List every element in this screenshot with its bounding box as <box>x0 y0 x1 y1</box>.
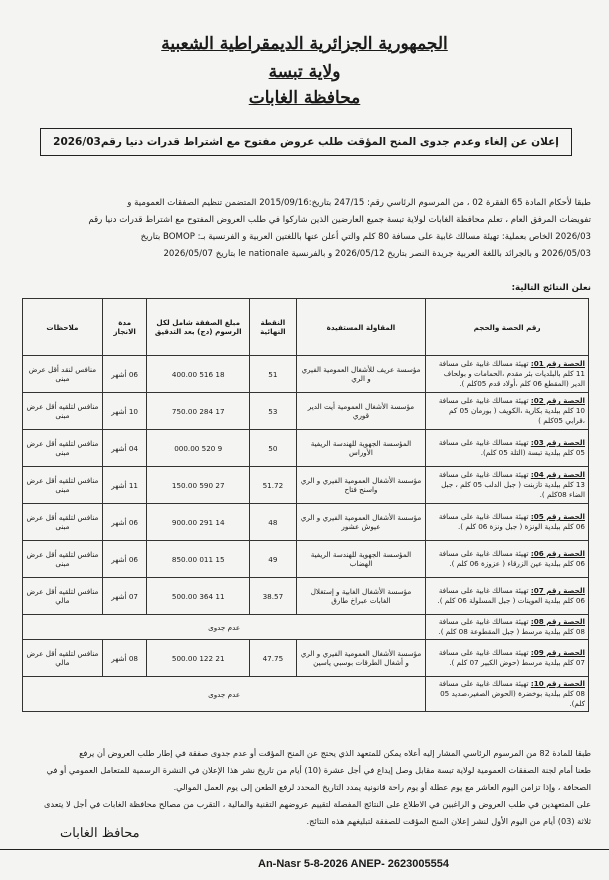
lot-cell <box>426 356 589 393</box>
note-cell: منافس لتلقيه أقل عرض مالي <box>23 578 103 615</box>
company-cell: مؤسسة الأشغال العمومية الفيري و الري واسنح فتاح <box>296 467 426 504</box>
lot-number: الحصة رقم 08: <box>530 617 585 626</box>
duration-cell: 06 أشهر <box>102 541 147 578</box>
lot-description: تهيئة مسالك غابية على مسافة 11 كلم بالبلديات بئر مقدم ،الحمامات و بولحاف الدير (المقطع 06 كلم ،أولاد قدم 05كلم ). <box>438 359 585 388</box>
note-cell: منافس لتلقيه أقل عرض مالي <box>23 640 103 677</box>
duration-cell: 06 أشهر <box>102 356 147 393</box>
lot-cell <box>426 504 589 541</box>
amount-cell: 14 291 900.00 <box>147 504 250 541</box>
announcement-title: إعلان عن إلغاء وعدم جدوى المنح المؤقت طلب عروض مفتوح مع اشتراط قدرات دنيا رقم2026/03 <box>40 128 572 156</box>
table-row <box>23 356 589 393</box>
intro-line: 2026/05/03 و بالجرائد باللغة العربية جريدة النصر بتاريخ 2026/05/12 و بالفرنسية le nationale بتاريخ 2026/05/07 <box>163 249 591 259</box>
company-cell: مؤسسة الأشغال العمومية أيت الدير قوري <box>296 393 426 430</box>
lot-description: تهيئة مسالك غابية على مسافة 08 كلم ببلدية مرسط ( جبل المقطوعة 08 كلم ). <box>438 617 585 636</box>
amount-cell: 17 284 750.00 <box>147 393 250 430</box>
lot-cell <box>426 430 589 467</box>
company-cell: مؤسسة الأشغال العمومية الفيري و الري عيوش عشور <box>296 504 426 541</box>
amount-cell: 18 516 400.00 <box>147 356 250 393</box>
amount-cell: 11 364 500.00 <box>147 578 250 615</box>
results-table <box>22 298 589 712</box>
col-score: النقطة النهائية <box>250 299 297 356</box>
footer-line: طبقا للمادة 82 من المرسوم الرئاسي المشار إليه أعلاه يمكن للمتعهد الذي يحتج عن المنح المؤقت أو عدم جدوى صفقة في إطار طلب العروض أن يرفع <box>79 748 591 758</box>
col-lot: رقم الحصة والحجم <box>426 299 589 356</box>
note-cell: منافس لتلقيه أقل عرض مبنى <box>23 541 103 578</box>
score-cell: 38.57 <box>250 578 297 615</box>
score-cell: 47.75 <box>250 640 297 677</box>
unsuccessful-cell: عدم جدوى <box>23 677 426 712</box>
table-row <box>23 541 589 578</box>
lot-cell <box>426 640 589 677</box>
table-row <box>23 504 589 541</box>
duration-cell: 10 أشهر <box>102 393 147 430</box>
lot-number: الحصة رقم 05: <box>530 512 585 521</box>
intro-line: طبقا لأحكام المادة 65 الفقرة 02 ، من المرسوم الرئاسي رقم: 247/15 بتاريخ:2015/09/16 المتضمن تنظيم الصفقات العمومية و <box>127 198 591 208</box>
company-cell: مؤسسة عريف للأشغال العمومية الفيري و الري <box>296 356 426 393</box>
lot-number: الحصة رقم 09: <box>530 648 585 657</box>
amount-cell: 21 122 500.00 <box>147 640 250 677</box>
intro-line: 2026/03 الخاص بعملية: تهيئة مسالك غابية على مسافة 80 كلم والتي أعلن عنها باللغتين العربية و الفرنسية بـ: BOMOP بتاريخ <box>140 232 591 242</box>
duration-cell: 07 أشهر <box>102 578 147 615</box>
note-cell: منافس لنقد أقل عرض مبنى <box>23 356 103 393</box>
lot-description: تهيئة مسالك غابية على مسافة 10 كلم ببلدية بكارية ،الكويف ( بورمان 05 كم ،قرابي 05كلم ) <box>438 396 585 425</box>
lot-cell <box>426 467 589 504</box>
company-cell: مؤسسة الأشغال الغابية و إستغلال الغابات عبراخ طارق <box>296 578 426 615</box>
company-cell: المؤسسة الجهوية للهندسة الريفية الهضاب <box>296 541 426 578</box>
lot-number: الحصة رقم 02: <box>530 396 585 405</box>
score-cell: 51.72 <box>250 467 297 504</box>
results-label: نعلن النتائج التالية: <box>511 283 591 293</box>
lot-description: تهيئة مسالك غابية على مسافة 06 كلم ببلدية الونزة ( جبل ونزة 06 كلم ). <box>438 512 585 531</box>
lot-cell <box>426 393 589 430</box>
table-row <box>23 677 589 712</box>
lot-number: الحصة رقم 06: <box>530 549 585 558</box>
note-cell: منافس لتلقيه أقل عرض مبنى <box>23 467 103 504</box>
header-conservation: محافظة الغابات <box>248 88 361 108</box>
header-wilaya: ولاية تبسة <box>268 62 341 82</box>
table-row <box>23 430 589 467</box>
company-cell: المؤسسة الجهوية للهندسة الريفية الأوراس <box>296 430 426 467</box>
lot-description: تهيئة مسالك غابية على مسافة 05 كلم ببلدية تبسة (التلة 05 كلم). <box>438 438 585 457</box>
duration-cell: 11 أشهر <box>102 467 147 504</box>
lot-description: تهيئة مسالك غابية على مسافة 06 كلم ببلدية العوينات ( جبل المسلولة 06 كلم ). <box>437 586 585 605</box>
table-row <box>23 467 589 504</box>
col-amount: مبلغ الصفقة شامل لكل الرسوم (دج) بعد التدقيق <box>147 299 250 356</box>
lot-number: الحصة رقم 01: <box>530 359 585 368</box>
duration-cell: 06 أشهر <box>102 504 147 541</box>
amount-cell: 9 520 000.00 <box>147 430 250 467</box>
duration-cell: 04 أشهر <box>102 430 147 467</box>
table-row <box>23 615 589 640</box>
score-cell: 53 <box>250 393 297 430</box>
score-cell: 49 <box>250 541 297 578</box>
score-cell: 50 <box>250 430 297 467</box>
lot-cell <box>426 615 589 640</box>
col-duration: مدة الانجاز <box>102 299 147 356</box>
lot-cell <box>426 677 589 712</box>
intro-paragraph <box>16 195 591 263</box>
table-header-row <box>23 299 589 356</box>
footer-line: ثلاثة (03) أيام من اليوم الأول لنشر إعلان المنح المؤقت للصفقة لتبليغهم هذه النتائج. <box>306 816 591 826</box>
note-cell: منافس لتلقيه أقل عرض مبنى <box>23 504 103 541</box>
duration-cell: 08 أشهر <box>102 640 147 677</box>
score-cell: 51 <box>250 356 297 393</box>
unsuccessful-cell: عدم جدوى <box>23 615 426 640</box>
footer-paragraph <box>16 745 591 830</box>
lot-description: تهيئة مسالك غابية على مسافة 06 كلم ببلدية عين الزرقاء ( عزوزة 06 كلم ). <box>438 549 585 568</box>
footer-line: طعنا أمام لجنة الصفقات العمومية لولاية تبسة مقابل وصل إيداع في أجل عشرة (10) أيام من تاريخ نشر هذا الإعلان في النشرة الرسمية للمتعامل العمومي أو في <box>46 765 591 775</box>
lot-number: الحصة رقم 04: <box>530 470 585 479</box>
note-cell: منافس لتلقيه أقل عرض مبنى <box>23 393 103 430</box>
footer-line: على المتعهدين في طلب العروض و الراغبين في الاطلاع على النتائج المفصلة لتقييم عروضهم التقنية والمالية ، التقرب من مصالح محافظة الغابات في أجل لا يتعدى <box>44 799 591 809</box>
lot-cell <box>426 541 589 578</box>
footer-line: الصحافة ، وإذا تزامن اليوم العاشر مع يوم عطلة أو يوم راحة قانونية يمدد التاريخ المحدد لرفع الطعن إلى يوم العمل الموالي. <box>173 782 591 792</box>
lot-number: الحصة رقم 10: <box>530 679 585 688</box>
amount-cell: 15 011 850.00 <box>147 541 250 578</box>
note-cell: منافس لتلقيه أقل عرض مبنى <box>23 430 103 467</box>
table-body <box>23 356 589 712</box>
lot-cell <box>426 578 589 615</box>
table-row <box>23 393 589 430</box>
score-cell: 48 <box>250 504 297 541</box>
lot-description: تهيئة مسالك غابية على مسافة 07 كلم ببلدية مرسط (حوض الكبير 07 كلم ). <box>438 648 585 667</box>
table-row <box>23 578 589 615</box>
company-cell: مؤسسة الأشغال العمومية الفيري و الري و أشغال الطرقات بوسبي ياسين <box>296 640 426 677</box>
lot-number: الحصة رقم 03: <box>530 438 585 447</box>
signature: محافظ الغابات <box>60 826 140 841</box>
intro-line: تفويضات المرفق العام ، تعلم محافظة الغابات لولاية تبسة جميع العارضين الذين شاركوا في طلب العروض المفتوح مع اشتراط قدرات دنيا رقم <box>88 215 591 225</box>
amount-cell: 27 590 150.00 <box>147 467 250 504</box>
lot-description: تهيئة مسالك غابية على مسافة 08 كلم ببلدية بوخضرة (الحوض الصغير،صديد 05 كلم). <box>438 679 585 708</box>
header-republic: الجمهورية الجزائرية الديمقراطية الشعبية <box>161 34 448 54</box>
lot-description: تهيئة مسالك غابية على مسافة 13 كلم ببلدية تازبنت ( جبل الدلب 05 كلم ، جبل الضاء 08كلم ). <box>438 470 585 499</box>
publication-reference: An-Nasr 5-8-2026 ANEP- 2623005554 <box>258 858 449 870</box>
table-row <box>23 640 589 677</box>
col-company: المقاولة المستفيدة <box>296 299 426 356</box>
lot-number: الحصة رقم 07: <box>530 586 585 595</box>
col-notes: ملاحظات <box>23 299 103 356</box>
